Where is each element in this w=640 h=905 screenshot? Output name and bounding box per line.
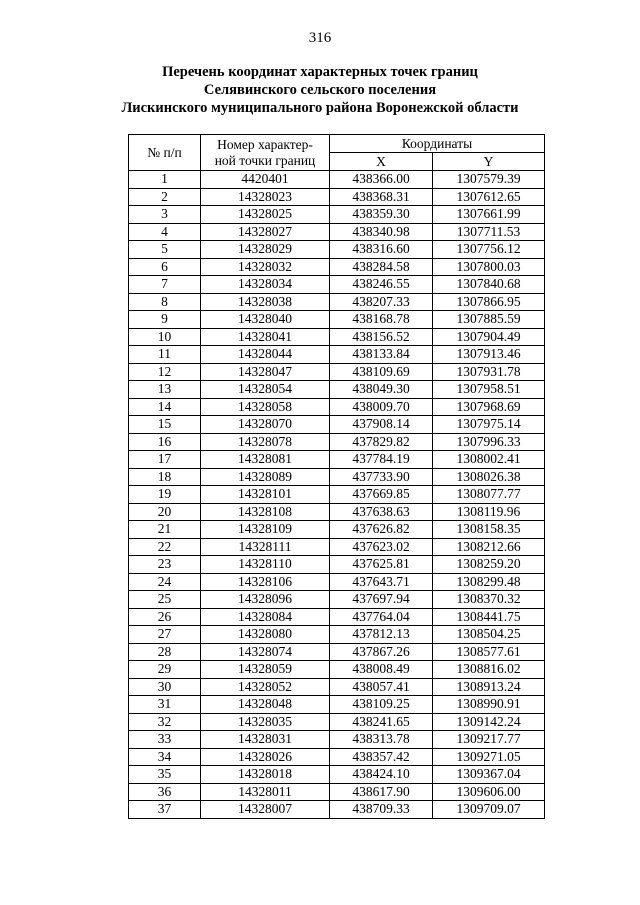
table-row xyxy=(129,416,545,434)
table-row xyxy=(129,678,545,696)
cell-number: 22 xyxy=(129,538,201,556)
cell-number: 2 xyxy=(129,188,201,206)
cell-number: 16 xyxy=(129,433,201,451)
cell-x: 438340.98 xyxy=(330,223,433,241)
cell-y: 1309142.24 xyxy=(433,713,545,731)
cell-y: 1307958.51 xyxy=(433,381,545,399)
cell-x: 438357.42 xyxy=(330,748,433,766)
cell-number: 4 xyxy=(129,223,201,241)
table-row xyxy=(129,188,545,206)
header-point-line-2: ной точки границ xyxy=(214,152,316,168)
cell-y: 1309709.07 xyxy=(433,801,545,819)
cell-x: 438168.78 xyxy=(330,311,433,329)
table-row xyxy=(129,398,545,416)
cell-point-number: 14328047 xyxy=(201,363,330,381)
cell-number: 20 xyxy=(129,503,201,521)
cell-number: 9 xyxy=(129,311,201,329)
header-number: № п/п xyxy=(129,135,201,171)
header-coordinates: Координаты xyxy=(330,135,545,153)
cell-y: 1308370.32 xyxy=(433,591,545,609)
cell-y: 1308913.24 xyxy=(433,678,545,696)
cell-number: 35 xyxy=(129,766,201,784)
cell-number: 23 xyxy=(129,556,201,574)
cell-x: 437638.63 xyxy=(330,503,433,521)
cell-x: 437829.82 xyxy=(330,433,433,451)
cell-point-number: 14328031 xyxy=(201,731,330,749)
cell-number: 33 xyxy=(129,731,201,749)
cell-point-number: 14328038 xyxy=(201,293,330,311)
table-row xyxy=(129,608,545,626)
cell-y: 1307885.59 xyxy=(433,311,545,329)
cell-number: 8 xyxy=(129,293,201,311)
cell-number: 30 xyxy=(129,678,201,696)
cell-point-number: 14328081 xyxy=(201,451,330,469)
cell-x: 438057.41 xyxy=(330,678,433,696)
cell-point-number: 14328059 xyxy=(201,661,330,679)
cell-point-number: 14328035 xyxy=(201,713,330,731)
coordinates-table xyxy=(128,134,545,819)
cell-number: 17 xyxy=(129,451,201,469)
cell-number: 7 xyxy=(129,276,201,294)
cell-point-number: 14328007 xyxy=(201,801,330,819)
table-row xyxy=(129,643,545,661)
cell-number: 12 xyxy=(129,363,201,381)
cell-y: 1307913.46 xyxy=(433,346,545,364)
cell-x: 438009.70 xyxy=(330,398,433,416)
cell-y: 1307866.95 xyxy=(433,293,545,311)
cell-x: 437867.26 xyxy=(330,643,433,661)
cell-number: 5 xyxy=(129,241,201,259)
cell-point-number: 14328054 xyxy=(201,381,330,399)
cell-number: 34 xyxy=(129,748,201,766)
cell-number: 3 xyxy=(129,206,201,224)
table-row xyxy=(129,311,545,329)
cell-number: 1 xyxy=(129,171,201,189)
cell-number: 32 xyxy=(129,713,201,731)
cell-x: 437697.94 xyxy=(330,591,433,609)
cell-point-number: 14328109 xyxy=(201,521,330,539)
cell-y: 1308577.61 xyxy=(433,643,545,661)
cell-y: 1308158.35 xyxy=(433,521,545,539)
cell-x: 437623.02 xyxy=(330,538,433,556)
cell-x: 438241.65 xyxy=(330,713,433,731)
table-row xyxy=(129,293,545,311)
cell-number: 25 xyxy=(129,591,201,609)
table-row xyxy=(129,783,545,801)
document-title xyxy=(0,63,640,117)
table-row xyxy=(129,748,545,766)
cell-y: 1307661.99 xyxy=(433,206,545,224)
cell-x: 438316.60 xyxy=(330,241,433,259)
page-number: 316 xyxy=(308,30,332,46)
cell-point-number: 14328034 xyxy=(201,276,330,294)
cell-x: 437669.85 xyxy=(330,486,433,504)
cell-point-number: 14328032 xyxy=(201,258,330,276)
table-row xyxy=(129,538,545,556)
cell-point-number: 14328011 xyxy=(201,783,330,801)
cell-point-number: 14328111 xyxy=(201,538,330,556)
cell-number: 19 xyxy=(129,486,201,504)
cell-y: 1308441.75 xyxy=(433,608,545,626)
cell-x: 438207.33 xyxy=(330,293,433,311)
cell-point-number: 14328048 xyxy=(201,696,330,714)
cell-y: 1308026.38 xyxy=(433,468,545,486)
cell-point-number: 14328074 xyxy=(201,643,330,661)
cell-x: 437908.14 xyxy=(330,416,433,434)
table-row xyxy=(129,556,545,574)
cell-number: 11 xyxy=(129,346,201,364)
cell-y: 1308212.66 xyxy=(433,538,545,556)
cell-y: 1309367.04 xyxy=(433,766,545,784)
table-row xyxy=(129,363,545,381)
table-row xyxy=(129,346,545,364)
title-line-1: Перечень координат характерных точек границ xyxy=(162,64,478,80)
cell-x: 437764.04 xyxy=(330,608,433,626)
cell-point-number: 14328089 xyxy=(201,468,330,486)
table-row xyxy=(129,258,545,276)
cell-number: 27 xyxy=(129,626,201,644)
cell-point-number: 14328078 xyxy=(201,433,330,451)
cell-number: 24 xyxy=(129,573,201,591)
cell-number: 31 xyxy=(129,696,201,714)
cell-x: 438109.69 xyxy=(330,363,433,381)
cell-x: 437812.13 xyxy=(330,626,433,644)
cell-number: 14 xyxy=(129,398,201,416)
table-row xyxy=(129,433,545,451)
cell-point-number: 14328018 xyxy=(201,766,330,784)
cell-x: 438008.49 xyxy=(330,661,433,679)
cell-point-number: 14328029 xyxy=(201,241,330,259)
cell-x: 438156.52 xyxy=(330,328,433,346)
cell-point-number: 14328058 xyxy=(201,398,330,416)
cell-point-number: 4420401 xyxy=(201,171,330,189)
cell-point-number: 14328070 xyxy=(201,416,330,434)
cell-x: 438109.25 xyxy=(330,696,433,714)
table-row xyxy=(129,766,545,784)
cell-x: 438284.58 xyxy=(330,258,433,276)
table-row xyxy=(129,731,545,749)
cell-point-number: 14328080 xyxy=(201,626,330,644)
cell-y: 1307800.03 xyxy=(433,258,545,276)
table-row xyxy=(129,328,545,346)
cell-y: 1307904.49 xyxy=(433,328,545,346)
cell-number: 10 xyxy=(129,328,201,346)
table-row xyxy=(129,206,545,224)
table-row xyxy=(129,626,545,644)
cell-y: 1307968.69 xyxy=(433,398,545,416)
header-x: X xyxy=(330,153,433,171)
table-row xyxy=(129,591,545,609)
table-row xyxy=(129,801,545,819)
cell-x: 437784.19 xyxy=(330,451,433,469)
cell-number: 6 xyxy=(129,258,201,276)
cell-y: 1307579.39 xyxy=(433,171,545,189)
cell-point-number: 14328106 xyxy=(201,573,330,591)
table-row xyxy=(129,503,545,521)
cell-y: 1308299.48 xyxy=(433,573,545,591)
cell-x: 438709.33 xyxy=(330,801,433,819)
header-point-line-1: Номер характер- xyxy=(217,136,313,152)
cell-x: 438366.00 xyxy=(330,171,433,189)
cell-point-number: 14328025 xyxy=(201,206,330,224)
cell-y: 1309271.05 xyxy=(433,748,545,766)
table-body xyxy=(129,171,545,819)
cell-number: 29 xyxy=(129,661,201,679)
cell-number: 36 xyxy=(129,783,201,801)
cell-point-number: 14328108 xyxy=(201,503,330,521)
cell-y: 1307711.53 xyxy=(433,223,545,241)
cell-point-number: 14328052 xyxy=(201,678,330,696)
cell-y: 1308990.91 xyxy=(433,696,545,714)
cell-point-number: 14328023 xyxy=(201,188,330,206)
cell-point-number: 14328041 xyxy=(201,328,330,346)
cell-y: 1308119.96 xyxy=(433,503,545,521)
cell-y: 1307612.65 xyxy=(433,188,545,206)
cell-point-number: 14328101 xyxy=(201,486,330,504)
cell-number: 21 xyxy=(129,521,201,539)
cell-number: 18 xyxy=(129,468,201,486)
table-row xyxy=(129,486,545,504)
cell-y: 1307840.68 xyxy=(433,276,545,294)
cell-point-number: 14328084 xyxy=(201,608,330,626)
table-row xyxy=(129,276,545,294)
cell-y: 1307975.14 xyxy=(433,416,545,434)
cell-number: 15 xyxy=(129,416,201,434)
cell-number: 37 xyxy=(129,801,201,819)
cell-y: 1307756.12 xyxy=(433,241,545,259)
cell-x: 438368.31 xyxy=(330,188,433,206)
cell-y: 1309217.77 xyxy=(433,731,545,749)
cell-x: 437643.71 xyxy=(330,573,433,591)
table-row xyxy=(129,696,545,714)
cell-point-number: 14328027 xyxy=(201,223,330,241)
cell-point-number: 14328026 xyxy=(201,748,330,766)
table-row xyxy=(129,521,545,539)
header-point-number xyxy=(201,135,330,171)
header-y: Y xyxy=(433,153,545,171)
cell-x: 438617.90 xyxy=(330,783,433,801)
cell-y: 1308504.25 xyxy=(433,626,545,644)
cell-point-number: 14328044 xyxy=(201,346,330,364)
cell-y: 1308002.41 xyxy=(433,451,545,469)
cell-y: 1307996.33 xyxy=(433,433,545,451)
cell-number: 13 xyxy=(129,381,201,399)
table-row xyxy=(129,223,545,241)
title-line-3: Лискинского муниципального района Воронежской области xyxy=(121,100,519,116)
table-row xyxy=(129,661,545,679)
cell-x: 438359.30 xyxy=(330,206,433,224)
cell-y: 1308077.77 xyxy=(433,486,545,504)
table-row xyxy=(129,171,545,189)
table-row xyxy=(129,573,545,591)
cell-y: 1308259.20 xyxy=(433,556,545,574)
cell-number: 28 xyxy=(129,643,201,661)
cell-y: 1308816.02 xyxy=(433,661,545,679)
table-row xyxy=(129,451,545,469)
cell-number: 26 xyxy=(129,608,201,626)
cell-x: 438424.10 xyxy=(330,766,433,784)
cell-x: 437626.82 xyxy=(330,521,433,539)
table-row xyxy=(129,713,545,731)
cell-x: 438049.30 xyxy=(330,381,433,399)
cell-x: 438246.55 xyxy=(330,276,433,294)
cell-point-number: 14328040 xyxy=(201,311,330,329)
table-row xyxy=(129,381,545,399)
table-row xyxy=(129,241,545,259)
cell-y: 1307931.78 xyxy=(433,363,545,381)
cell-x: 438133.84 xyxy=(330,346,433,364)
cell-x: 438313.78 xyxy=(330,731,433,749)
table-row xyxy=(129,468,545,486)
cell-x: 437733.90 xyxy=(330,468,433,486)
table-header xyxy=(129,135,545,171)
title-line-2: Селявинского сельского поселения xyxy=(203,82,437,98)
cell-point-number: 14328110 xyxy=(201,556,330,574)
cell-x: 437625.81 xyxy=(330,556,433,574)
cell-y: 1309606.00 xyxy=(433,783,545,801)
cell-point-number: 14328096 xyxy=(201,591,330,609)
